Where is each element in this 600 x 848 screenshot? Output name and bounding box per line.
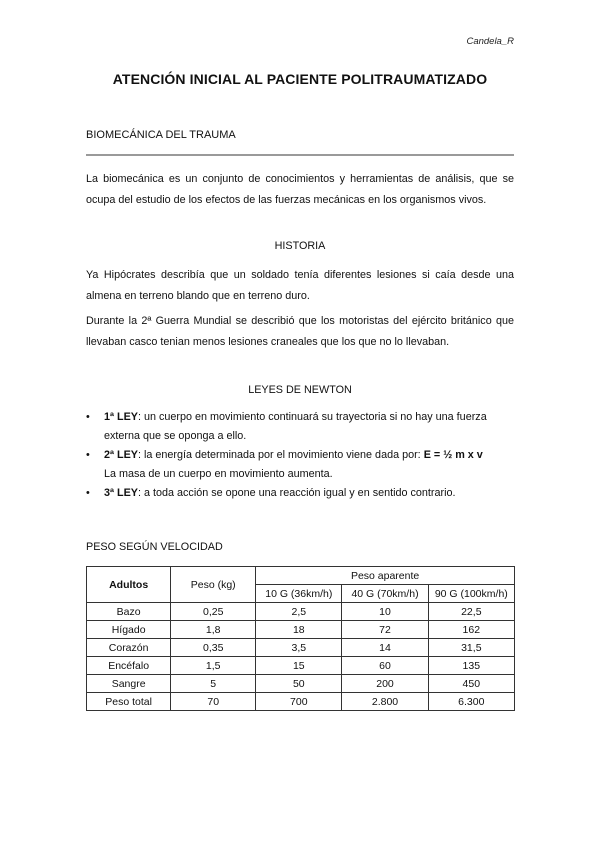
table-cell: 700 xyxy=(256,693,342,711)
table-cell: 0,35 xyxy=(171,639,256,657)
section-heading-biomechanics: BIOMECÁNICA DEL TRAUMA xyxy=(86,129,236,141)
table-cell: 2,5 xyxy=(256,603,342,621)
law-extra: La masa de un cuerpo en movimiento aumenta. xyxy=(104,468,333,480)
table-cell: Peso total xyxy=(87,693,171,711)
table-cell: Corazón xyxy=(87,639,171,657)
table-row xyxy=(87,693,515,711)
page-title: ATENCIÓN INICIAL AL PACIENTE POLITRAUMATIZADO xyxy=(112,71,488,87)
table-cell: 3,5 xyxy=(256,639,342,657)
list-item xyxy=(86,408,514,446)
col-header-adults: Adultos xyxy=(87,567,171,603)
biomechanics-paragraph: La biomecánica es un conjunto de conocimientos y herramientas de análisis, que se ocupa del estudio de los efectos de las fuerzas mecánicas en los organismos vivos. xyxy=(86,173,514,206)
table-row xyxy=(87,621,515,639)
col-header-speed: 10 G (36km/h) xyxy=(256,585,342,603)
table-row xyxy=(87,657,515,675)
table-cell: 31,5 xyxy=(428,639,514,657)
col-header-speed: 90 G (100km/h) xyxy=(428,585,514,603)
history-paragraph-2: Durante la 2ª Guerra Mundial se describió que los motoristas del ejército británico que llevaban casco tenian menos lesiones craneales que los que no lo llevaban. xyxy=(86,315,514,348)
history-paragraph-1: Ya Hipócrates describía que un soldado tenía diferentes lesiones si caía desde una almena en terreno blando que en terreno duro. xyxy=(86,269,514,302)
table-row xyxy=(87,639,515,657)
law-label: 1ª LEY xyxy=(104,411,138,423)
table-cell: Sangre xyxy=(87,675,171,693)
table-cell: 5 xyxy=(171,675,256,693)
table-cell: 72 xyxy=(342,621,428,639)
col-header-speed: 40 G (70km/h) xyxy=(342,585,428,603)
law-formula: E = ½ m x v xyxy=(423,449,483,461)
table-cell: 1,8 xyxy=(171,621,256,639)
table-cell: 2.800 xyxy=(342,693,428,711)
law-text: : un cuerpo en movimiento continuará su trayectoria si no hay una fuerza externa que se oponga a ello. xyxy=(104,411,487,442)
table-cell: 60 xyxy=(342,657,428,675)
bullet-icon: • xyxy=(86,411,90,423)
law-text: : la energía determinada por el movimiento viene dada por: xyxy=(138,449,424,461)
list-item xyxy=(86,446,514,484)
history-heading: HISTORIA xyxy=(274,240,326,252)
weights-table xyxy=(86,566,515,711)
table-cell: 10 xyxy=(342,603,428,621)
table-cell: 200 xyxy=(342,675,428,693)
table-cell: 6.300 xyxy=(428,693,514,711)
newton-laws-list xyxy=(86,408,514,503)
newton-heading: LEYES DE NEWTON xyxy=(248,384,352,396)
table-cell: 50 xyxy=(256,675,342,693)
table-cell: 162 xyxy=(428,621,514,639)
table-row xyxy=(87,675,515,693)
table-cell: Hígado xyxy=(87,621,171,639)
col-header-apparent: Peso aparente xyxy=(256,567,515,585)
law-text: : a toda acción se opone una reacción igual y en sentido contrario. xyxy=(138,487,456,499)
bullet-icon: • xyxy=(86,487,90,499)
list-item xyxy=(86,484,514,503)
table-cell: 18 xyxy=(256,621,342,639)
author-name: Candela_R xyxy=(466,36,514,47)
law-label: 2ª LEY xyxy=(104,449,138,461)
table-row xyxy=(87,603,515,621)
table-cell: 14 xyxy=(342,639,428,657)
weights-heading: PESO SEGÚN VELOCIDAD xyxy=(86,541,223,553)
table-cell: 15 xyxy=(256,657,342,675)
section-divider xyxy=(86,154,514,156)
table-cell: 70 xyxy=(171,693,256,711)
table-cell: Encéfalo xyxy=(87,657,171,675)
table-cell: 22,5 xyxy=(428,603,514,621)
law-label: 3ª LEY xyxy=(104,487,138,499)
bullet-icon: • xyxy=(86,449,90,461)
table-cell: Bazo xyxy=(87,603,171,621)
table-cell: 1,5 xyxy=(171,657,256,675)
table-cell: 0,25 xyxy=(171,603,256,621)
table-cell: 135 xyxy=(428,657,514,675)
col-header-weight: Peso (kg) xyxy=(171,567,256,603)
table-cell: 450 xyxy=(428,675,514,693)
